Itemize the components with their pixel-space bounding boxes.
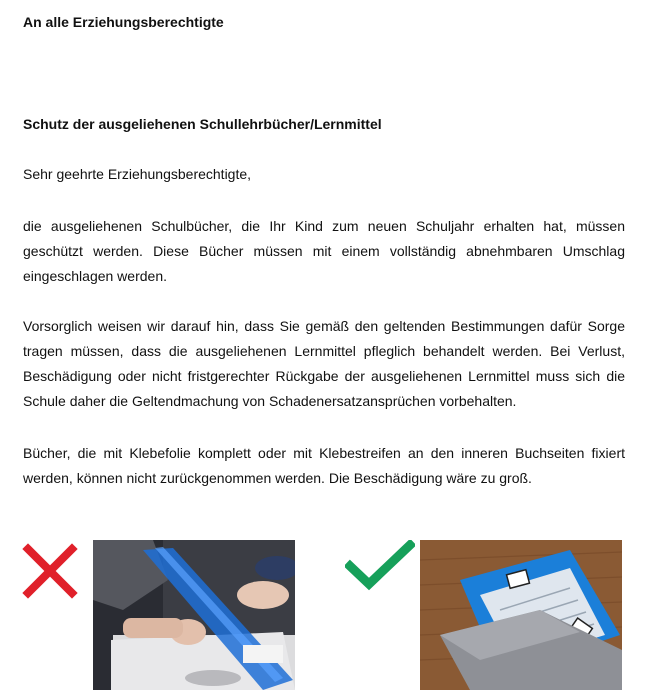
recipient-line: An alle Erziehungsberechtigte — [23, 14, 224, 30]
photo-correct-removable-cover — [420, 540, 622, 690]
photo-wrong-adhesive-cover — [93, 540, 295, 690]
subject-line: Schutz der ausgeliehenen Schullehrbücher/Lernmittel — [23, 116, 382, 132]
paragraph-adhesive-warning: Bücher, die mit Klebefolie komplett oder mit Klebestreifen an den inneren Buchseiten fixiert werden, können nicht zurückgenommen werden. Die Beschädigung wäre zu groß. — [23, 445, 625, 486]
paragraph-liability: Vorsorglich weisen wir darauf hin, dass Sie gemäß den geltenden Bestimmungen dafür Sorge tragen müssen, dass die ausgeliehenen Lernmittel pfleglich behandelt werden. Bei Verlust, Beschädigung oder nicht fristgerechter Rückgabe der ausgeliehenen Lernmittel muss sich die Schule daher die Geltendmachung von Schadenersatzansprüchen vorbehalten. — [23, 318, 625, 409]
green-check-icon — [345, 540, 415, 592]
red-cross-icon — [22, 543, 78, 599]
salutation: Sehr geehrte Erziehungsberechtigte, — [23, 166, 252, 182]
paragraph-cover-requirement: die ausgeliehenen Schulbücher, die Ihr Kind zum neuen Schuljahr erhalten hat, müssen geschützt werden. Diese Bücher müssen mit einem vollständig abnehmbaren Umschlag eingeschlagen werden. — [23, 218, 625, 284]
